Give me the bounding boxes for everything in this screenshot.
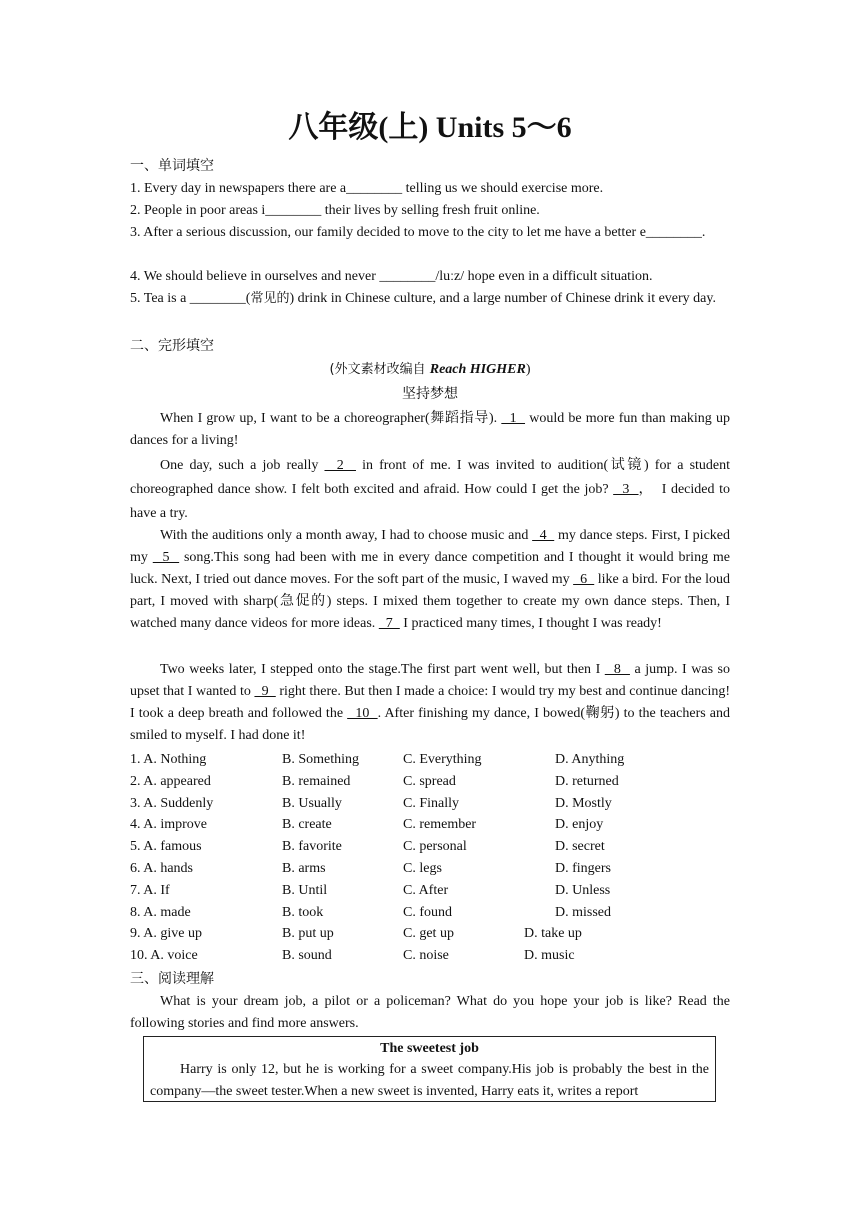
section-heading-cloze: 二、完形填空 <box>130 338 214 354</box>
cloze-option-3-c: C. Finally <box>403 795 460 811</box>
cloze-option-5-a: 5. A. famous <box>130 839 202 855</box>
cloze-option-2-c: C. spread <box>403 773 456 789</box>
cloze-blank: 3 <box>613 482 639 497</box>
cloze-blank: 7 <box>378 616 400 631</box>
cloze-option-3-d: D. Mostly <box>555 795 612 811</box>
cloze-blank: 9 <box>254 684 276 699</box>
cloze-option-9-a: 9. A. give up <box>130 926 202 942</box>
vocab-question-1: 1. Every day in newspapers there are a________ telling us we should exercise more. <box>130 181 604 196</box>
cloze-option-4-d: D. enjoy <box>555 817 604 833</box>
cloze-option-5-d: D. secret <box>555 839 605 855</box>
cloze-option-8-d: D. missed <box>555 904 611 920</box>
vocab-question-3: 3. After a serious discussion, our family decided to move to the city to let me have a better e________. <box>130 225 706 240</box>
cloze-option-6-c: C. legs <box>403 861 442 876</box>
cloze-option-8-b: B. took <box>282 904 324 920</box>
cloze-option-2-a: 2. A. appeared <box>130 773 211 789</box>
cloze-option-10-b: B. sound <box>282 948 332 964</box>
cloze-option-3-a: 3. A. Suddenly <box>130 795 214 811</box>
cloze-source-prefix: (外文素材改编自 <box>329 362 430 377</box>
cloze-option-9-c: C. get up <box>403 926 454 942</box>
cloze-option-6-a: 6. A. hands <box>130 861 193 876</box>
vocab-question-5-part-b: ) drink in Chinese culture, and a large number of Chinese drink it every day. <box>289 291 716 306</box>
vocab-question-4: 4. We should believe in ourselves and never ________/luːz/ hope even in a difficult situation. <box>130 269 653 284</box>
cloze-option-7-b: B. Until <box>282 882 328 898</box>
cloze-blank: 2 <box>324 458 356 473</box>
cloze-option-10-d: D. music <box>524 948 575 964</box>
cloze-option-2-d: D. returned <box>555 773 619 789</box>
reading-passage-box <box>143 1036 716 1102</box>
cloze-source <box>130 359 730 381</box>
cloze-option-7-a: 7. A. If <box>130 882 170 898</box>
cloze-blank: 10 <box>347 706 378 721</box>
reading-passage-text: Harry is only 12, but he is working for a sweet company.His job is probably the best in the company—the sweet tester.When a new sweet is invented, Harry eats it, writes a report <box>150 1062 709 1099</box>
cloze-paragraph-1: When I grow up, I want to be a choreographer(舞蹈指导). 1 would be more fun than making up dances for a living! <box>130 411 730 448</box>
cloze-option-5-b: B. favorite <box>282 839 342 855</box>
cloze-option-8-a: 8. A. made <box>130 904 191 920</box>
cloze-paragraph-2: One day, such a job really 2 in front of me. I was invited to audition(试镜) for a student choreographed dance show. I felt both excited and afraid. How could I get the job? 3 ， I decided to have a try. <box>130 458 731 521</box>
vocab-question-5 <box>130 288 730 310</box>
vocab-question-5-chinese-hint: 常见的 <box>250 291 290 306</box>
cloze-paragraph-3: With the auditions only a month away, I had to choose music and 4 my dance steps. First, I picked my 5 song.This song had been with me in every dance competition and I thought it would bring me luck. Next, I tried out dance moves. For the soft part of the music, I waved my 6 like a bird. For the loud part, I moved with sharp(急促的) steps. I mixed them together to create my own dance steps. Then, I watched many dance videos for more ideas. 7 I practiced many times, I thought I was ready! <box>130 528 731 631</box>
cloze-option-4-b: B. create <box>282 817 332 833</box>
cloze-option-3-b: B. Usually <box>282 795 342 811</box>
cloze-option-5-c: C. personal <box>403 839 467 855</box>
cloze-option-2-b: B. remained <box>282 773 351 789</box>
cloze-paragraph-4: Two weeks later, I stepped onto the stage.The first part went well, but then I 8 a jump. I was so upset that I wanted to 9 right there. But then I made a choice: I would try my best and continue dancing! I took a deep breath and followed the 10 . After finishing my dance, I bowed(鞠躬) to the teachers and smiled to myself. I had done it! <box>130 662 731 743</box>
reading-passage-title: The sweetest job <box>380 1041 479 1056</box>
cloze-option-1-b: B. Something <box>282 752 360 767</box>
cloze-option-4-a: 4. A. improve <box>130 817 207 833</box>
cloze-option-9-d: D. take up <box>524 926 582 942</box>
page-title: 八年级(上) Units 5～6 <box>288 111 572 144</box>
cloze-option-7-c: C. After <box>403 882 449 898</box>
section-heading-reading: 三、阅读理解 <box>130 971 214 987</box>
cloze-option-6-d: D. fingers <box>555 861 611 876</box>
cloze-option-1-a: 1. A. Nothing <box>130 752 207 767</box>
cloze-option-9-b: B. put up <box>282 926 334 942</box>
vocab-question-2: 2. People in poor areas i________ their lives by selling fresh fruit online. <box>130 203 540 218</box>
cloze-source-book: Reach HIGHER <box>429 362 526 377</box>
cloze-option-1-c: C. Everything <box>403 752 482 767</box>
cloze-option-4-c: C. remember <box>403 817 477 833</box>
reading-intro: What is your dream job, a pilot or a policeman? What do you hope your job is like? Read the following stories and find more answers. <box>130 994 730 1031</box>
vocab-question-5-part-a: 5. Tea is a ________( <box>130 291 251 306</box>
cloze-option-1-d: D. Anything <box>555 752 625 767</box>
cloze-blank: 6 <box>573 572 595 587</box>
cloze-source-suffix: ) <box>525 362 531 377</box>
cloze-heading: 坚持梦想 <box>402 386 458 402</box>
cloze-blank: 5 <box>152 550 180 565</box>
cloze-blank: 8 <box>604 662 630 677</box>
cloze-option-6-b: B. arms <box>282 861 326 876</box>
cloze-option-8-c: C. found <box>403 904 452 920</box>
cloze-blank: 4 <box>532 528 555 543</box>
cloze-option-10-a: 10. A. voice <box>130 948 198 964</box>
section-heading-vocabulary: 一、单词填空 <box>130 158 214 174</box>
cloze-option-10-c: C. noise <box>403 948 449 964</box>
cloze-blank: 1 <box>501 411 526 426</box>
cloze-option-7-d: D. Unless <box>555 882 611 898</box>
